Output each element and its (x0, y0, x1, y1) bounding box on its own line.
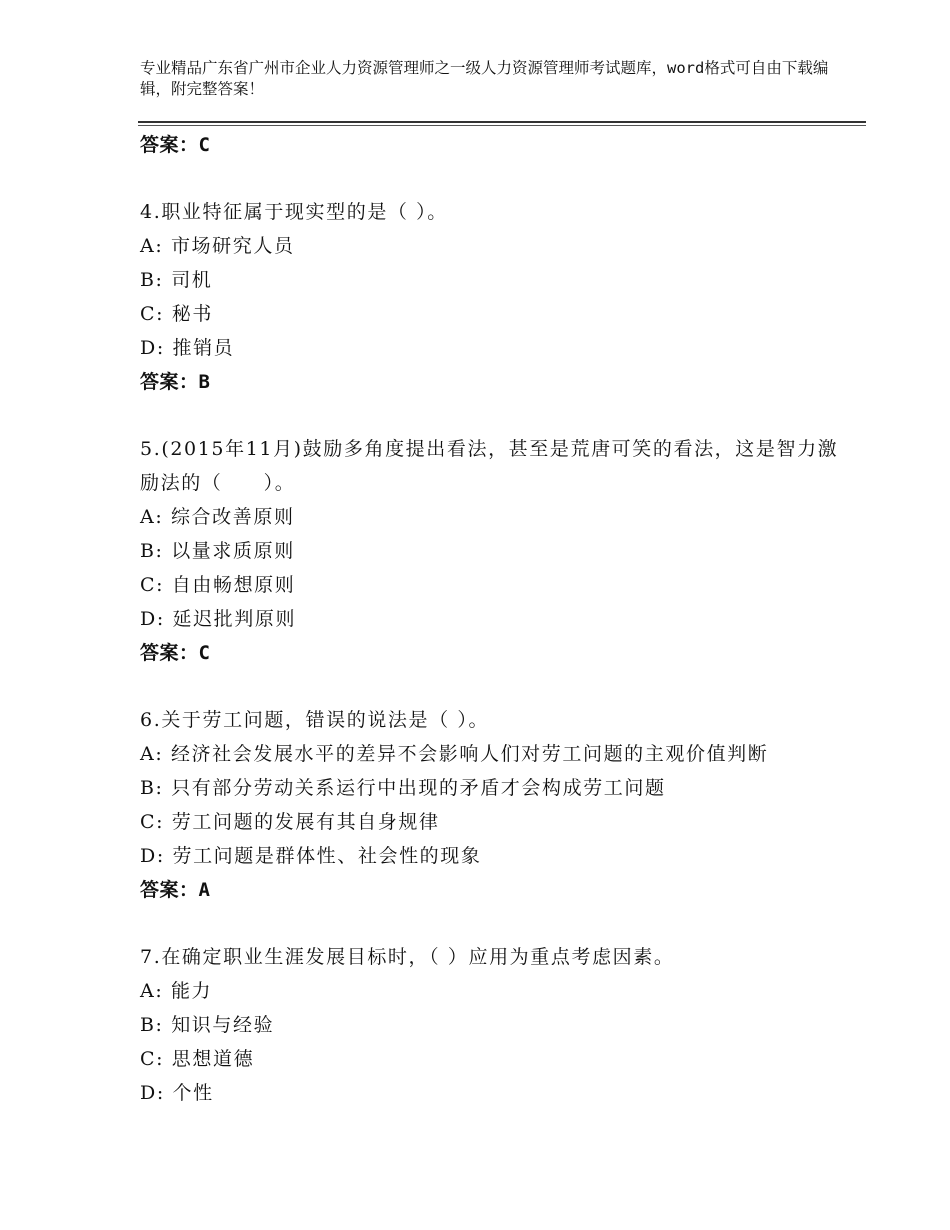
question-item (140, 940, 840, 1110)
answer-label: 答案：C (140, 134, 211, 156)
option-c: C: 思想道德 (140, 1048, 255, 1070)
option-d: D: 劳工问题是群体性、社会性的现象 (140, 845, 482, 867)
option-b: B: 以量求质原则 (140, 540, 295, 562)
option-a: A: 经济社会发展水平的差异不会影响人们对劳工问题的主观价值判断 (140, 743, 769, 765)
header-rule-thick (138, 121, 866, 123)
answer-label: 答案：C (140, 642, 211, 664)
option-a: A: 综合改善原则 (140, 506, 295, 528)
option-c: C: 自由畅想原则 (140, 574, 296, 596)
question-item (140, 703, 840, 907)
option-a: A: 市场研究人员 (140, 235, 295, 257)
header-title: 专业精品广东省广州市企业人力资源管理师之一级人力资源管理师考试题库，word格式可自由下载编辑，附完整答案！ (140, 59, 829, 98)
question-text: 7.在确定职业生涯发展目标时，（ ）应用为重点考虑因素。 (140, 946, 675, 968)
option-b: B: 只有部分劳动关系运行中出现的矛盾才会构成劳工问题 (140, 777, 666, 799)
question-item (140, 432, 840, 670)
answer-label: 答案：B (140, 371, 211, 393)
answer-label: 答案：A (140, 879, 211, 901)
option-a: A: 能力 (140, 980, 213, 1002)
option-c: C: 劳工问题的发展有其自身规律 (140, 811, 440, 833)
question-text: 6.关于劳工问题，错误的说法是（ ）。 (140, 709, 490, 731)
question-text: 5.(2015年11月)鼓励多角度提出看法，甚至是荒唐可笑的看法，这是智力激励法的（ ）。 (140, 438, 839, 494)
header-rule-thin (138, 125, 866, 126)
question-item (140, 195, 840, 399)
option-b: B: 司机 (140, 269, 213, 291)
option-d: D: 个性 (140, 1082, 214, 1104)
option-b: B: 知识与经验 (140, 1014, 275, 1036)
option-d: D: 推销员 (140, 337, 235, 359)
document-body (140, 128, 840, 1110)
option-c: C: 秘书 (140, 303, 213, 325)
page-header (140, 58, 830, 100)
question-text: 4.职业特征属于现实型的是（ ）。 (140, 201, 448, 223)
option-d: D: 延迟批判原则 (140, 608, 297, 630)
